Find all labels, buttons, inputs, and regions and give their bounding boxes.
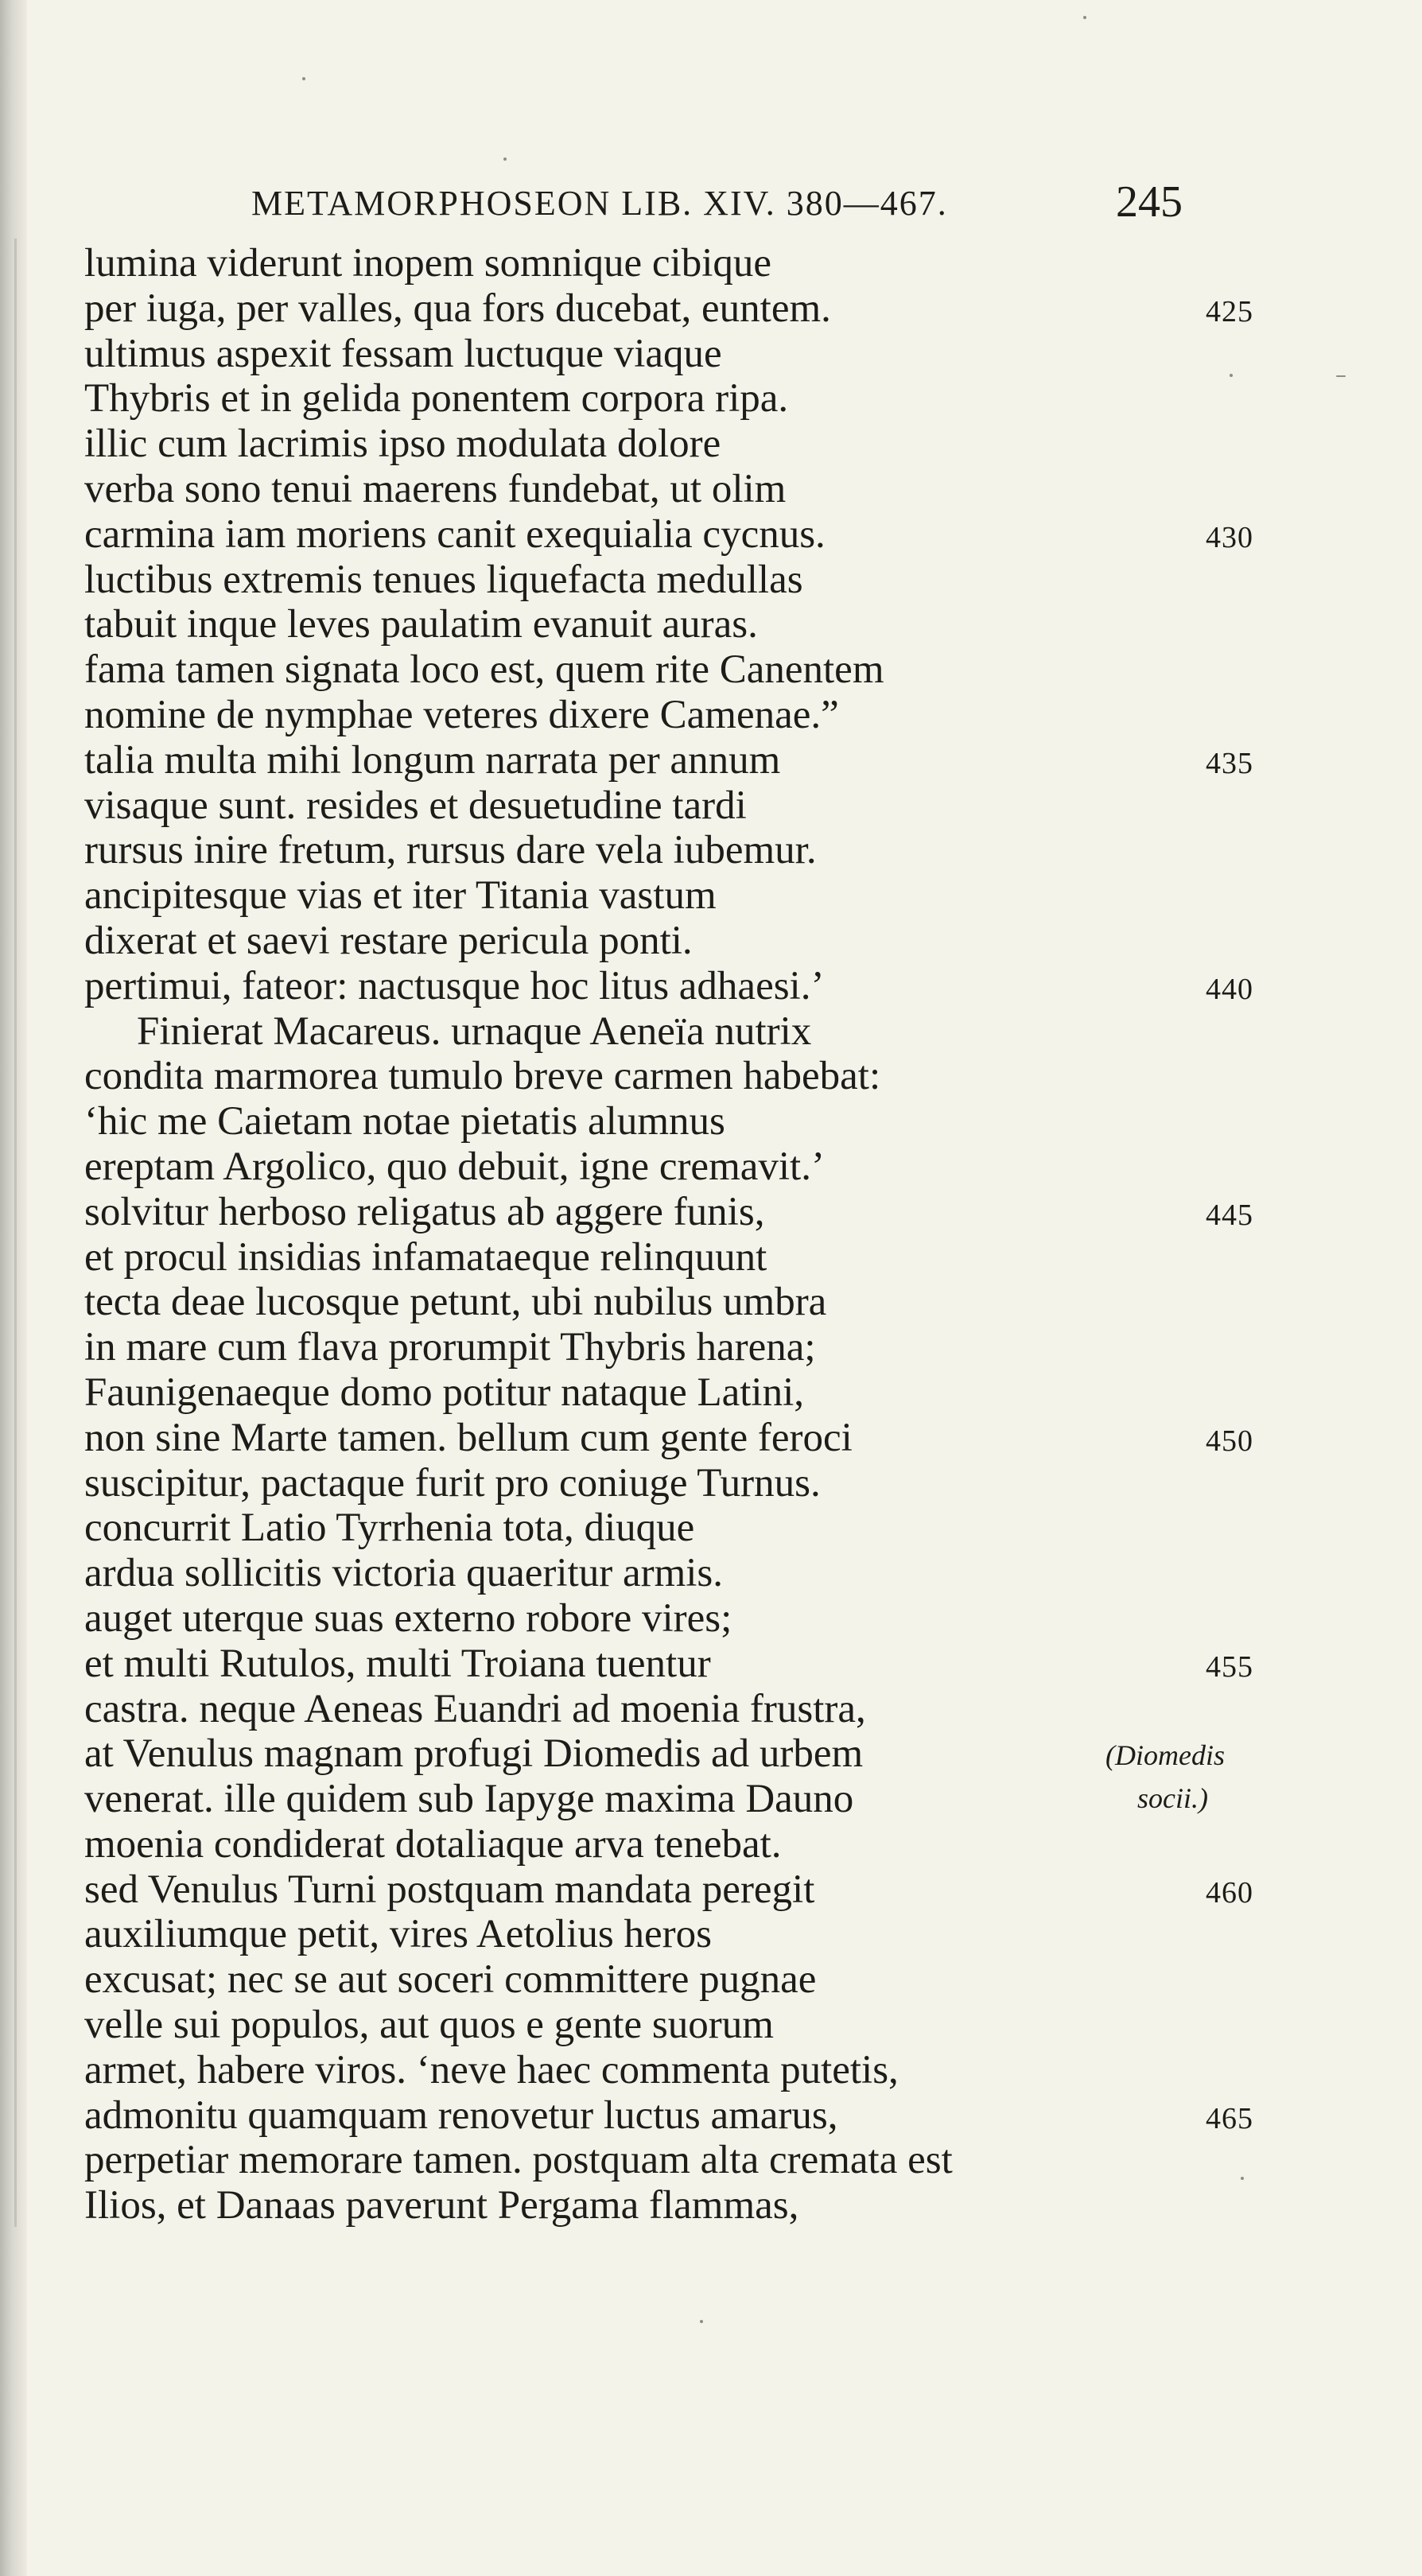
verse-line <box>84 873 1389 919</box>
verse-line <box>84 1687 1389 1732</box>
verse-line <box>84 1506 1389 1551</box>
verse-text: Thybris et in gelida ponentem corpora ripa. <box>84 376 789 422</box>
book-gutter-shadow <box>0 0 27 2576</box>
verse-line <box>84 2183 1389 2228</box>
verse-text: concurrit Latio Tyrrhenia tota, diuque <box>84 1506 695 1551</box>
verse-line <box>84 1009 1389 1055</box>
verse-line <box>84 558 1389 603</box>
verse-line <box>84 1596 1389 1642</box>
verse-text: ‘hic me Caietam notae pietatis alumnus <box>84 1099 725 1144</box>
verse-text: dixerat et saevi restare pericula ponti. <box>84 918 693 963</box>
verse-line <box>84 1551 1389 1596</box>
running-head <box>0 177 1422 232</box>
verse-line <box>84 919 1389 964</box>
verse-line <box>84 1867 1389 1913</box>
verse-line <box>84 693 1389 738</box>
verse-text: solvitur herboso religatus ab aggere funis, <box>84 1189 765 1234</box>
running-head-title: METAMORPHOSEON LIB. XIV. 380—467. <box>251 184 948 223</box>
verse-text: lumina viderunt inopem somnique cibique <box>84 241 772 286</box>
verse-text: illic cum lacrimis ipso modulata dolore <box>84 422 721 467</box>
verse-line <box>84 602 1389 647</box>
verse-text: et multi Rutulos, multi Troiana tuentur <box>84 1641 711 1686</box>
verse-block <box>84 241 1389 2228</box>
verse-line <box>84 512 1389 558</box>
line-number: 465 <box>1206 2101 1253 2135</box>
verse-line <box>84 1054 1389 1099</box>
verse-line <box>84 647 1389 693</box>
verse-line <box>84 2138 1389 2183</box>
line-number: 435 <box>1206 746 1253 780</box>
verse-line <box>84 2093 1389 2139</box>
verse-text: rursus inire fretum, rursus dare vela iubemur. <box>84 828 817 873</box>
verse-text: admonitu quamquam renovetur luctus amarus, <box>84 2092 838 2138</box>
verse-line <box>84 2003 1389 2048</box>
verse-line <box>84 1280 1389 1325</box>
side-note <box>1105 1734 1280 1820</box>
line-number: 450 <box>1206 1424 1253 1458</box>
verse-line <box>84 738 1389 783</box>
verse-line <box>84 2048 1389 2093</box>
paper-speck <box>700 2320 703 2323</box>
verse-line <box>84 783 1389 829</box>
verse-text: ancipitesque vias et iter Titania vastum <box>84 873 717 919</box>
verse-line <box>84 1822 1389 1867</box>
verse-text: Finierat Macareus. urnaque Aeneïa nutrix <box>137 1008 812 1054</box>
verse-text: excusat; nec se aut soceri committere pugnae <box>84 1957 817 2003</box>
verse-text: Ilios, et Danaas paverunt Pergama flammas, <box>84 2183 799 2228</box>
verse-text: in mare cum flava prorumpit Thybris harena; <box>84 1325 816 1370</box>
verse-text: sed Venulus Turni postquam mandata peregit <box>84 1867 815 1912</box>
side-note-line1: (Diomedis <box>1105 1739 1225 1771</box>
verse-text: visaque sunt. resides et desuetudine tardi <box>84 783 747 828</box>
line-number: 445 <box>1206 1198 1253 1232</box>
verse-text: carmina iam moriens canit exequialia cycnus. <box>84 511 826 557</box>
verse-text: tecta deae lucosque petunt, ubi nubilus umbra <box>84 1280 827 1325</box>
verse-text: at Venulus magnam profugi Diomedis ad urbem <box>84 1731 864 1777</box>
verse-line <box>84 422 1389 467</box>
verse-line <box>84 964 1389 1009</box>
line-number: 425 <box>1206 294 1253 328</box>
verse-text: nomine de nymphae veteres dixere Camenae.” <box>84 692 839 737</box>
line-number: 460 <box>1206 1875 1253 1910</box>
paper-speck <box>302 77 305 80</box>
side-note-line2: socii.) <box>1137 1782 1208 1814</box>
verse-text: condita marmorea tumulo breve carmen habebat: <box>84 1054 881 1099</box>
paper-speck <box>503 157 507 161</box>
verse-text: Faunigenaeque domo potitur nataque Latini, <box>84 1370 805 1415</box>
gutter-fold-line <box>14 239 17 2227</box>
verse-line <box>84 1642 1389 1687</box>
verse-text: moenia condiderat dotaliaque arva tenebat. <box>84 1821 782 1867</box>
verse-text: venerat. ille quidem sub Iapyge maxima Dauno <box>84 1777 854 1822</box>
verse-text: tabuit inque leves paulatim evanuit auras. <box>84 602 758 647</box>
paper-speck <box>1083 16 1086 19</box>
verse-text: ereptam Argolico, quo debuit, igne cremavit.’ <box>84 1144 825 1189</box>
verse-text: per iuga, per valles, qua fors ducebat, euntem. <box>84 286 831 331</box>
verse-text: et procul insidias infamataeque relinquunt <box>84 1234 767 1280</box>
verse-line <box>84 1235 1389 1280</box>
verse-line <box>84 467 1389 512</box>
page-number: 245 <box>1116 177 1183 227</box>
verse-text: auxiliumque petit, vires Aetolius heros <box>84 1912 712 1957</box>
verse-text: suscipitur, pactaque furit pro coniuge Turnus. <box>84 1460 821 1506</box>
line-number: 455 <box>1206 1649 1253 1684</box>
verse-line <box>84 286 1389 332</box>
line-number: 430 <box>1206 520 1253 554</box>
verse-text: talia multa mihi longum narrata per annum <box>84 737 781 783</box>
verse-line <box>84 332 1389 377</box>
verse-text: ardua sollicitis victoria quaeritur armis. <box>84 1551 724 1596</box>
verse-line <box>84 1461 1389 1506</box>
verse-line <box>84 1099 1389 1144</box>
line-number: 440 <box>1206 972 1253 1006</box>
verse-line <box>84 1957 1389 2003</box>
verse-text: non sine Marte tamen. bellum cum gente feroci <box>84 1415 853 1460</box>
verse-text: castra. neque Aeneas Euandri ad moenia frustra, <box>84 1686 866 1731</box>
verse-text: pertimui, fateor: nactusque hoc litus adhaesi.’ <box>84 963 825 1008</box>
verse-text: ultimus aspexit fessam luctuque viaque <box>84 331 722 376</box>
verse-text: fama tamen signata loco est, quem rite Canentem <box>84 647 884 693</box>
verse-line <box>84 828 1389 873</box>
verse-text: verba sono tenui maerens fundebat, ut olim <box>84 466 787 511</box>
verse-line <box>84 1370 1389 1416</box>
verse-line <box>84 376 1389 422</box>
verse-text: luctibus extremis tenues liquefacta medullas <box>84 557 803 602</box>
verse-text: armet, habere viros. ‘neve haec commenta putetis, <box>84 2047 899 2092</box>
verse-text: perpetiar memorare tamen. postquam alta cremata est <box>84 2138 953 2183</box>
verse-line <box>84 1144 1389 1190</box>
verse-line <box>84 1912 1389 1957</box>
verse-line <box>84 1325 1389 1370</box>
verse-text: auget uterque suas externo robore vires; <box>84 1595 732 1641</box>
verse-line <box>84 1416 1389 1461</box>
verse-line <box>84 241 1389 286</box>
verse-text: velle sui populos, aut quos e gente suorum <box>84 2003 774 2048</box>
verse-line <box>84 1190 1389 1235</box>
